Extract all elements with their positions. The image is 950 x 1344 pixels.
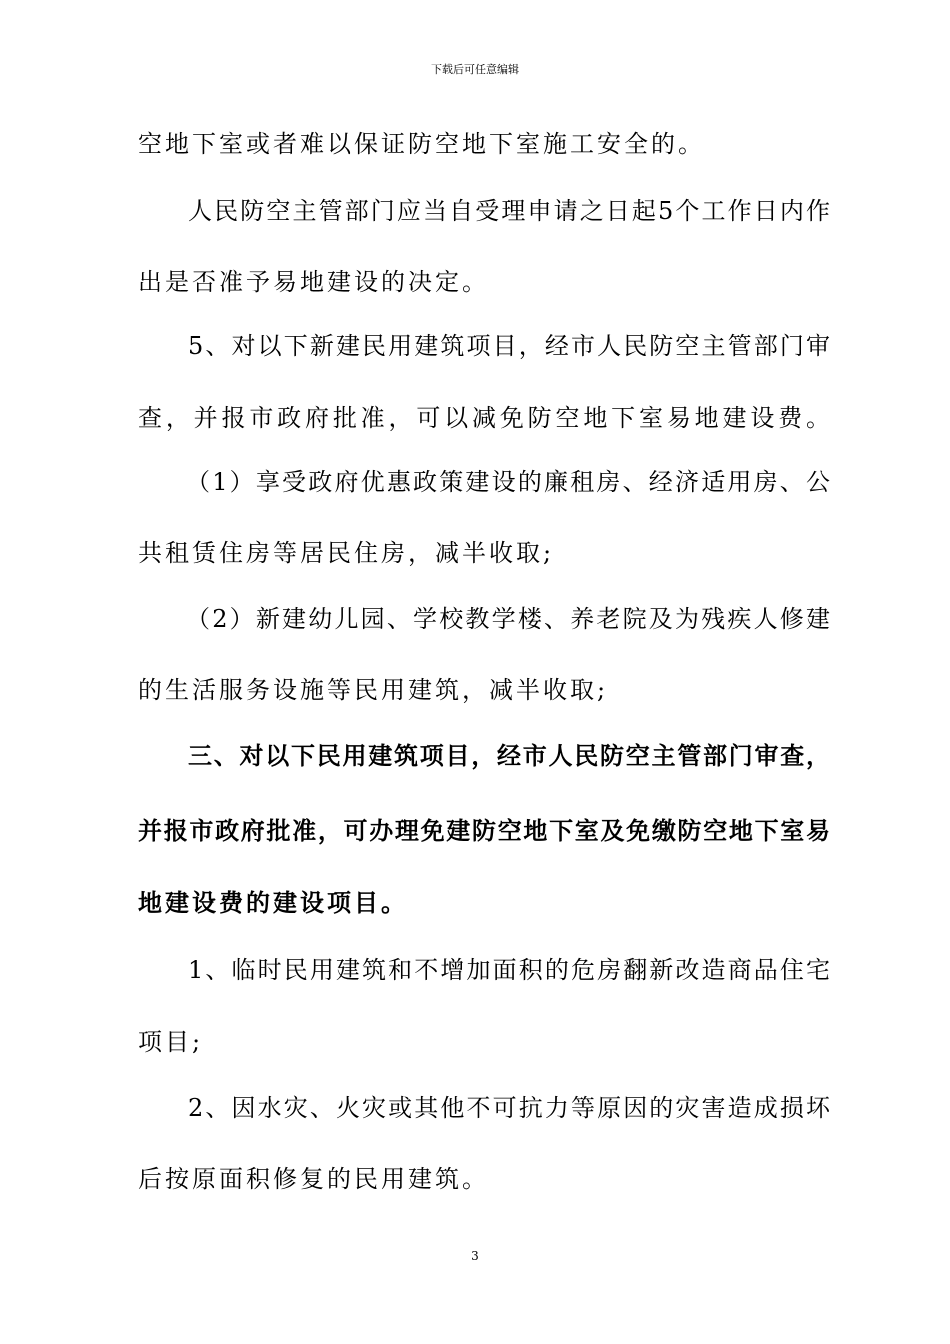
body-line-1: 空地下室或者难以保证防空地下室施工安全的。 — [138, 130, 705, 158]
body-line-6: （1）享受政府优惠政策建设的廉租房、经济适用房、公 — [186, 468, 830, 496]
section-heading-line-3: 地建设费的建设项目。 — [138, 888, 408, 917]
section-heading-line-1: 三、对以下民用建筑项目，经市人民防空主管部门审查， — [188, 741, 830, 770]
body-line-8: （2）新建幼儿园、学校教学楼、养老院及为残疾人修建 — [186, 605, 830, 633]
body-line-2: 人民防空主管部门应当自受理申请之日起5个工作日内作 — [188, 197, 830, 225]
body-line-5: 查，并报市政府批准，可以减免防空地下室易地建设费。 — [138, 404, 830, 432]
body-line-12: 2、因水灾、火灾或其他不可抗力等原因的灾害造成损坏 — [188, 1094, 830, 1122]
body-line-3: 出是否准予易地建设的决定。 — [138, 268, 489, 296]
body-line-4: 5、对以下新建民用建筑项目，经市人民防空主管部门审 — [188, 332, 830, 360]
section-heading-line-2: 并报市政府批准，可办理免建防空地下室及免缴防空地下室易 — [138, 816, 830, 845]
body-line-7: 共租赁住房等居民住房，减半收取; — [138, 539, 555, 567]
body-line-9: 的生活服务设施等民用建筑，减半收取; — [138, 676, 609, 704]
page-header: 下载后可任意编辑 — [431, 63, 519, 76]
body-line-11: 项目; — [138, 1028, 204, 1056]
page-number: 3 — [471, 1249, 479, 1263]
body-line-13: 后按原面积修复的民用建筑。 — [138, 1165, 489, 1193]
body-line-10: 1、临时民用建筑和不增加面积的危房翻新改造商品住宅 — [188, 956, 830, 984]
